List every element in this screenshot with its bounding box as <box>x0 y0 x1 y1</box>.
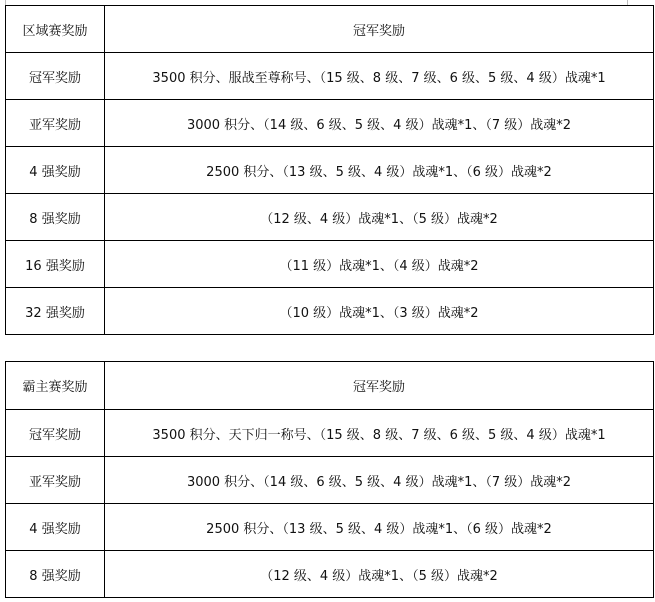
header-category-cell: 霸主赛奖励 <box>6 362 105 410</box>
reward-cell: （10 级）战魂*1、（3 级）战魂*2 <box>105 288 654 335</box>
rank-cell: 亚军奖励 <box>6 100 105 147</box>
rank-cell: 8 强奖励 <box>6 551 105 598</box>
table-row <box>6 241 654 288</box>
table-row <box>6 53 654 100</box>
reward-cell: （12 级、4 级）战魂*1、（5 级）战魂*2 <box>105 194 654 241</box>
rank-cell: 4 强奖励 <box>6 504 105 551</box>
reward-cell: （11 级）战魂*1、（4 级）战魂*2 <box>105 241 654 288</box>
rank-cell: 冠军奖励 <box>6 410 105 457</box>
regional-reward-table <box>5 5 654 335</box>
table-row <box>6 410 654 457</box>
reward-cell: 3000 积分、（14 级、6 级、5 级、4 级）战魂*1、（7 级）战魂*2 <box>105 100 654 147</box>
rank-cell: 亚军奖励 <box>6 457 105 504</box>
header-reward-cell: 冠军奖励 <box>105 6 654 53</box>
table-row <box>6 457 654 504</box>
table-row <box>6 194 654 241</box>
rank-cell: 8 强奖励 <box>6 194 105 241</box>
rank-cell: 16 强奖励 <box>6 241 105 288</box>
header-reward-cell: 冠军奖励 <box>105 362 654 410</box>
rank-cell: 32 强奖励 <box>6 288 105 335</box>
table-row <box>6 504 654 551</box>
rank-cell: 4 强奖励 <box>6 147 105 194</box>
reward-cell: 3000 积分、（14 级、6 级、5 级、4 级）战魂*1、（7 级）战魂*2 <box>105 457 654 504</box>
reward-cell: 3500 积分、天下归一称号、（15 级、8 级、7 级、6 级、5 级、4 级）战魂*1 <box>105 410 654 457</box>
reward-cell: 2500 积分、（13 级、5 级、4 级）战魂*1、（6 级）战魂*2 <box>105 504 654 551</box>
table-row <box>6 147 654 194</box>
reward-cell: （12 级、4 级）战魂*1、（5 级）战魂*2 <box>105 551 654 598</box>
rank-cell: 冠军奖励 <box>6 53 105 100</box>
header-category-cell: 区域赛奖励 <box>6 6 105 53</box>
reward-cell: 3500 积分、服战至尊称号、（15 级、8 级、7 级、6 级、5 级、4 级）战魂*1 <box>105 53 654 100</box>
overlord-reward-table <box>5 361 654 598</box>
table-header-row <box>6 6 654 53</box>
table-row <box>6 100 654 147</box>
table-header-row <box>6 362 654 410</box>
table-row <box>6 288 654 335</box>
table-row <box>6 551 654 598</box>
reward-cell: 2500 积分、（13 级、5 级、4 级）战魂*1、（6 级）战魂*2 <box>105 147 654 194</box>
